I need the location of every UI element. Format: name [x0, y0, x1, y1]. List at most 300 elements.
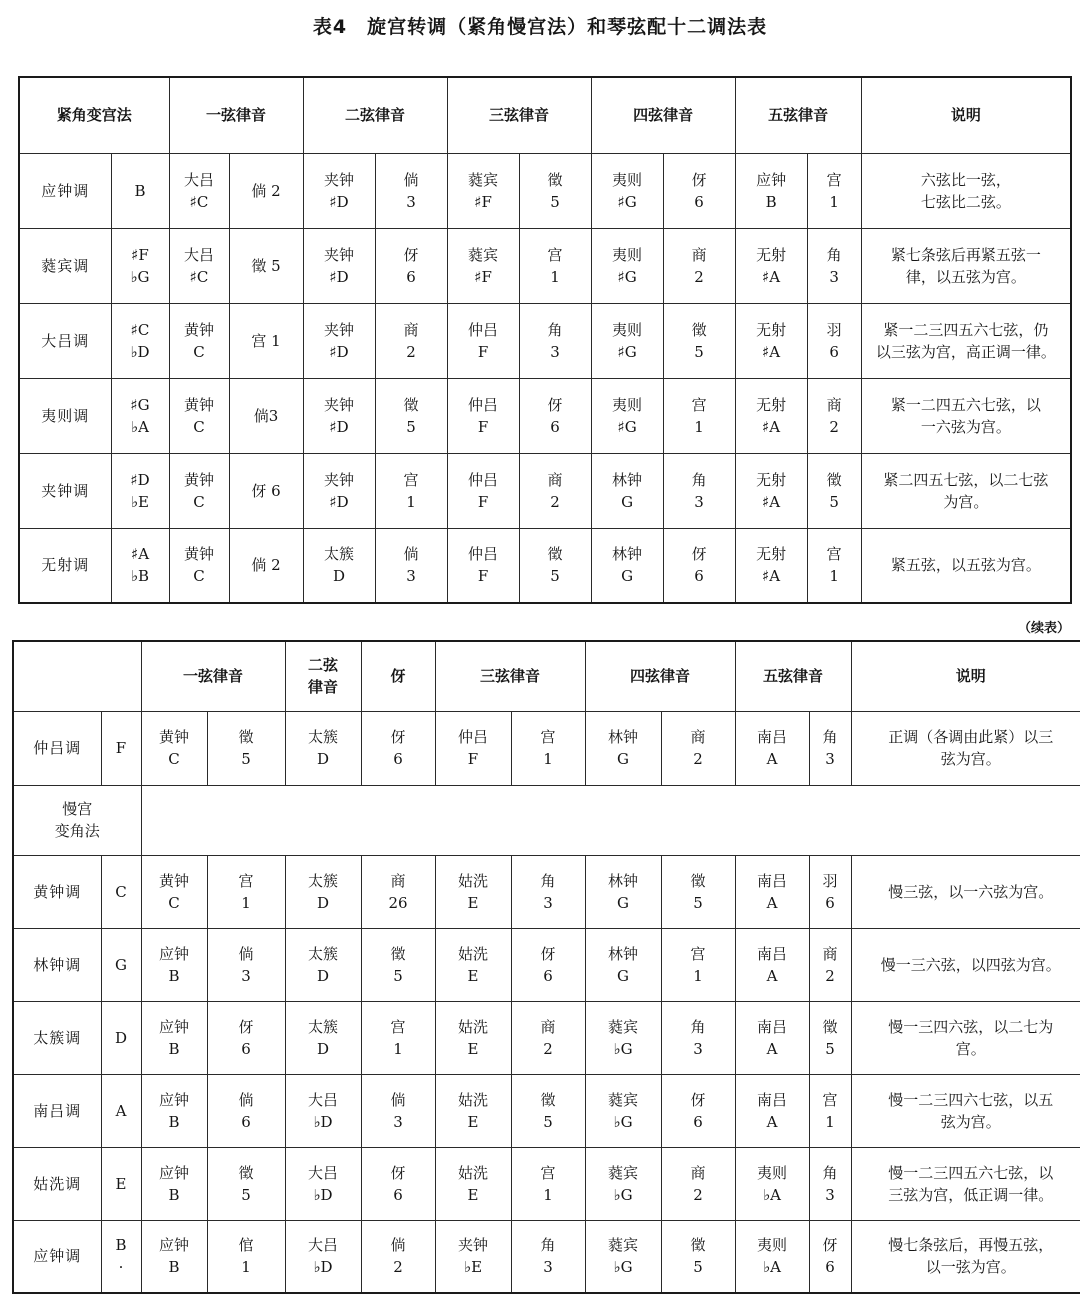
string-cell — [735, 711, 809, 785]
cell-line: 3 — [241, 966, 251, 985]
cell-line: 徵 — [403, 395, 419, 414]
explanation — [851, 711, 1080, 785]
cell-line: 2 — [543, 1039, 553, 1058]
string-cell — [519, 378, 591, 453]
cell-line: 5 — [550, 567, 560, 586]
cell-line: 蕤宾 — [608, 1090, 639, 1109]
string-cell — [303, 303, 375, 378]
string-cell — [207, 928, 285, 1001]
string-cell — [519, 153, 591, 228]
cell-line: 宫。 — [955, 1039, 986, 1058]
header-blank — [13, 641, 141, 711]
string-cell — [511, 928, 585, 1001]
cell-line: 南吕 — [757, 1017, 788, 1036]
cell-line: 6 — [694, 192, 704, 211]
cell-line: 5 — [550, 192, 560, 211]
cell-line: 2 — [825, 966, 835, 985]
string-cell — [285, 1147, 361, 1220]
string-cell — [361, 1001, 435, 1074]
cell-line: 羽 — [822, 871, 838, 890]
string-cell — [285, 1220, 361, 1293]
cell-line: 5 — [693, 1258, 703, 1277]
string-cell — [663, 528, 735, 603]
cell-line: 3 — [543, 893, 553, 912]
string-cell — [285, 1001, 361, 1074]
cell-line: 夹钟 — [324, 245, 355, 264]
cell-line: ♭D — [313, 1185, 333, 1204]
cell-line: ♯A — [762, 342, 781, 361]
cell-line: 角 — [822, 728, 838, 746]
cell-line: ♭E — [464, 1258, 483, 1277]
string-cell — [169, 453, 229, 528]
cell-line: 姑洗 — [458, 1017, 489, 1036]
cell-line: 夹钟 — [324, 395, 355, 414]
cell-line: 商 — [691, 245, 707, 264]
table-jin-jiao — [18, 76, 1072, 604]
cell-line: G — [621, 567, 634, 586]
string-cell — [169, 378, 229, 453]
string-cell — [447, 453, 519, 528]
string-cell — [519, 228, 591, 303]
string-cell — [661, 855, 735, 928]
string-cell — [141, 1074, 207, 1147]
string-cell — [735, 855, 809, 928]
string-cell — [229, 528, 303, 603]
string-cell — [807, 228, 861, 303]
cell-line: C — [168, 893, 180, 912]
string-cell — [807, 528, 861, 603]
cell-line: 倘 — [390, 1090, 406, 1109]
cell-line: 以一弦为宫。 — [925, 1258, 1016, 1277]
explanation — [861, 153, 1071, 228]
string-cell — [663, 153, 735, 228]
cell-line: 紧二四五七弦，以二七弦 — [883, 470, 1049, 489]
cell-line: 宫 — [822, 1090, 838, 1109]
string-cell — [511, 855, 585, 928]
cell-line: 仲吕 — [458, 728, 489, 746]
cell-line: 2 — [829, 417, 839, 436]
string-cell — [663, 303, 735, 378]
cell-line: 伢 — [822, 1236, 838, 1255]
cell-line: 6 — [829, 342, 839, 361]
cell-line: 徵 — [547, 170, 563, 189]
section-blank — [141, 785, 1080, 855]
cell-line: 姑洗 — [458, 1163, 489, 1182]
string-cell — [207, 1074, 285, 1147]
cell-line: A — [766, 750, 778, 768]
cell-line: 宫 — [690, 944, 706, 963]
cell-line: 太簇 — [308, 944, 339, 963]
string-cell — [519, 528, 591, 603]
cell-line: 5 — [693, 893, 703, 912]
cell-line: C — [193, 342, 205, 361]
cell-line: 徵 — [238, 1163, 254, 1182]
cell-line: 南吕 — [757, 871, 788, 890]
key-name: 黄钟调 — [13, 855, 101, 928]
string-cell — [585, 1220, 661, 1293]
cell-line: ♯G — [130, 395, 150, 414]
cell-line: 林钟 — [608, 871, 639, 890]
explanation — [851, 928, 1080, 1001]
cell-line: 应钟 — [158, 1163, 189, 1182]
key-note — [101, 1001, 141, 1074]
cell-line: B — [168, 966, 180, 985]
cell-line: 1 — [241, 1258, 251, 1277]
string-cell — [591, 378, 663, 453]
cell-line: ♯A — [762, 417, 781, 436]
string-cell — [735, 303, 807, 378]
cell-line: 林钟 — [608, 944, 639, 963]
string-cell — [207, 711, 285, 785]
cell-line: 南吕 — [757, 728, 788, 746]
string-cell — [303, 453, 375, 528]
cell-line: 一六弦为宫。 — [920, 417, 1011, 436]
explanation — [851, 1147, 1080, 1220]
cell-line: 应钟 — [158, 944, 189, 963]
cell-line: 慢宫 — [62, 800, 93, 818]
string-cell — [661, 1147, 735, 1220]
string-cell — [735, 1220, 809, 1293]
string-cell — [361, 1147, 435, 1220]
cell-line: ♯D — [329, 417, 349, 436]
cell-line: 6 — [550, 417, 560, 436]
cell-line: 宫 — [826, 170, 842, 189]
cell-line: 5 — [825, 1039, 835, 1058]
table-row — [13, 855, 1080, 928]
cell-line: 紧一二四五六七弦，以 — [890, 395, 1041, 414]
header-line: 律音 — [308, 678, 339, 697]
cell-line: 蕤宾 — [608, 1236, 639, 1255]
string-cell — [435, 1220, 511, 1293]
explanation — [851, 1074, 1080, 1147]
cell-line: 1 — [825, 1112, 835, 1131]
key-name: 南吕调 — [13, 1074, 101, 1147]
string-cell — [141, 1001, 207, 1074]
cell-line: 徵 — [822, 1017, 838, 1036]
cell-line: 伢 — [238, 1017, 254, 1036]
cell-line: 徵 — [690, 1236, 706, 1255]
key-note — [101, 1147, 141, 1220]
explanation — [861, 378, 1071, 453]
cell-line: 倘 — [403, 545, 419, 564]
cell-line: ♭E — [130, 492, 150, 511]
string-cell — [663, 453, 735, 528]
cell-line: ♭D — [130, 342, 150, 361]
cell-line: 5 — [241, 750, 251, 768]
string-cell — [375, 228, 447, 303]
cell-line: ♯C — [130, 320, 150, 339]
cell-line: 1 — [543, 1185, 553, 1204]
cell-line: 慢一二三四六七弦，以五 — [888, 1090, 1054, 1109]
string-cell — [511, 1147, 585, 1220]
string-cell — [435, 1147, 511, 1220]
cell-line: 律，以五弦为宫。 — [905, 267, 1026, 286]
cell-line: 倘 — [403, 170, 419, 189]
explanation — [861, 453, 1071, 528]
string-cell — [447, 528, 519, 603]
cell-line: 夷则 — [612, 395, 643, 414]
string-cell — [141, 1220, 207, 1293]
cell-line: 宫 — [547, 245, 563, 264]
header-cell: 三弦律音 — [447, 77, 591, 153]
cell-line: D — [317, 893, 330, 912]
cell-line: 黄钟 — [184, 320, 215, 339]
cell-line: 黄钟 — [158, 728, 189, 746]
cell-line: 宫 — [403, 470, 419, 489]
cell-line: 伢 6 — [251, 481, 281, 500]
cell-line: 商 — [822, 944, 838, 963]
header-row — [19, 77, 1071, 153]
string-cell — [735, 1074, 809, 1147]
string-cell — [435, 1074, 511, 1147]
string-cell — [361, 1220, 435, 1293]
cell-line: 角 — [690, 1017, 706, 1036]
table-man-gong — [12, 640, 1080, 1294]
cell-line: 正调（各调由此紧）以三 — [888, 728, 1054, 746]
table-row — [13, 1220, 1080, 1293]
cell-line: 1 — [241, 893, 251, 912]
cell-line: 太簇 — [308, 728, 339, 746]
key-name: 夷则调 — [19, 378, 111, 453]
section-row — [13, 785, 1080, 855]
cell-line: 应钟 — [158, 1090, 189, 1109]
string-cell — [735, 228, 807, 303]
string-cell — [585, 928, 661, 1001]
cell-line: ♭G — [613, 1185, 633, 1204]
string-cell — [169, 303, 229, 378]
cell-line: ♯D — [329, 192, 349, 211]
cell-line: 三弦为宫，低正调一律。 — [888, 1185, 1054, 1204]
cell-line: 1 — [543, 750, 553, 768]
string-cell — [511, 1001, 585, 1074]
cell-line: 3 — [694, 492, 704, 511]
cell-line: 羽 — [826, 320, 842, 339]
cell-line: 以三弦为宫，高正调一律。 — [875, 342, 1056, 361]
cell-line: 3 — [543, 1258, 553, 1277]
cell-line: 宫 1 — [251, 331, 281, 350]
key-name: 应钟调 — [19, 153, 111, 228]
string-cell — [809, 928, 851, 1001]
key-note — [111, 228, 169, 303]
cell-line: C — [115, 882, 127, 901]
string-cell — [735, 378, 807, 453]
cell-line: 徵 — [547, 545, 563, 564]
cell-line: 6 — [406, 267, 416, 286]
header-cell — [285, 641, 361, 711]
string-cell — [663, 378, 735, 453]
string-cell — [585, 1147, 661, 1220]
cell-line: 徵 — [690, 871, 706, 890]
cell-line: B — [134, 181, 146, 200]
cell-line: 无射 — [756, 470, 787, 489]
cell-line: 夷则 — [612, 245, 643, 264]
cell-line: 大吕 — [308, 1163, 339, 1182]
string-cell — [303, 228, 375, 303]
cell-line: 太簇 — [308, 871, 339, 890]
cell-line: 倌 — [238, 1236, 254, 1255]
header-cell: 说明 — [861, 77, 1071, 153]
string-cell — [807, 453, 861, 528]
cell-line: 角 — [822, 1163, 838, 1182]
cell-line: 六弦比一弦， — [920, 170, 1011, 189]
explanation — [851, 1220, 1080, 1293]
cell-line: 商 — [690, 1163, 706, 1182]
string-cell — [303, 153, 375, 228]
cell-line: 倘 2 — [251, 181, 281, 200]
cell-line: 1 — [694, 417, 704, 436]
cell-line: 为宫。 — [943, 492, 989, 511]
cell-line: 徵 — [238, 728, 254, 746]
string-cell — [447, 378, 519, 453]
cell-line: 大吕 — [308, 1090, 339, 1109]
header-cell: 说明 — [851, 641, 1080, 711]
cell-line: 夹钟 — [324, 170, 355, 189]
cell-line: 夹钟 — [458, 1236, 489, 1255]
string-cell — [141, 711, 207, 785]
cell-line: ♭G — [130, 267, 150, 286]
cell-line: 3 — [393, 1112, 403, 1131]
cell-line: A — [766, 1112, 778, 1131]
string-cell — [807, 378, 861, 453]
key-note — [111, 378, 169, 453]
string-cell — [375, 378, 447, 453]
string-cell — [809, 1074, 851, 1147]
cell-line: ♯A — [762, 492, 781, 511]
cell-line: 伢 — [547, 395, 563, 414]
cell-line: ♯F — [474, 267, 492, 286]
string-cell — [229, 153, 303, 228]
cell-line: G — [617, 893, 630, 912]
cell-line: 七弦比二弦。 — [920, 192, 1011, 211]
string-cell — [585, 1074, 661, 1147]
cell-line: 宫 — [390, 1017, 406, 1036]
cell-line: ♯D — [130, 470, 150, 489]
string-cell — [447, 303, 519, 378]
cell-line: 紧五弦，以五弦为宫。 — [890, 556, 1041, 575]
cell-line: D — [317, 966, 330, 985]
cell-line: 大吕 — [308, 1236, 339, 1255]
string-cell — [207, 855, 285, 928]
table-row — [19, 303, 1071, 378]
string-cell — [435, 855, 511, 928]
string-cell — [375, 153, 447, 228]
header-cell: 一弦律音 — [141, 641, 285, 711]
key-note — [111, 303, 169, 378]
cell-line: B — [168, 1185, 180, 1204]
cell-line: 无射 — [756, 545, 787, 564]
cell-line: 紧七条弦后再紧五弦一 — [890, 245, 1041, 264]
cell-line: 紧一二三四五六七弦，仍 — [883, 320, 1049, 339]
cell-line: 无射 — [756, 395, 787, 414]
key-note — [101, 855, 141, 928]
cell-line: 徵 — [540, 1090, 556, 1109]
cell-line: 蕤宾 — [608, 1017, 639, 1036]
cell-line: 慢三弦，以一六弦为宫。 — [888, 882, 1054, 901]
cell-line: 太簇 — [324, 545, 355, 564]
cell-line: D — [333, 567, 346, 586]
key-note — [111, 528, 169, 603]
string-cell — [735, 928, 809, 1001]
string-cell — [361, 711, 435, 785]
string-cell — [807, 303, 861, 378]
cell-line: 商 — [403, 320, 419, 339]
cell-line: 姑洗 — [458, 871, 489, 890]
cell-line: 角 — [547, 320, 563, 339]
string-cell — [735, 528, 807, 603]
key-note — [111, 453, 169, 528]
cell-line: 角 — [826, 245, 842, 264]
string-cell — [519, 303, 591, 378]
string-cell — [229, 378, 303, 453]
cell-line: 应钟 — [158, 1017, 189, 1036]
cell-line: 26 — [388, 893, 408, 912]
string-cell — [207, 1220, 285, 1293]
explanation — [851, 1001, 1080, 1074]
cell-line: 2 — [693, 1185, 703, 1204]
key-note — [101, 1220, 141, 1293]
cell-line: 3 — [406, 192, 416, 211]
cell-line: 蕤宾 — [468, 170, 499, 189]
string-cell — [661, 1074, 735, 1147]
string-cell — [375, 303, 447, 378]
string-cell — [229, 303, 303, 378]
cell-line: 林钟 — [608, 728, 639, 746]
cell-line: 徵 5 — [251, 256, 281, 275]
cell-line: 5 — [829, 492, 839, 511]
cell-line: ♯F — [474, 192, 492, 211]
cell-line: ♯G — [617, 417, 637, 436]
cell-line: 姑洗 — [458, 1090, 489, 1109]
string-cell — [511, 1074, 585, 1147]
cell-line: 太簇 — [308, 1017, 339, 1036]
cell-line: 宫 — [238, 871, 254, 890]
cell-line: ♭G — [613, 1112, 633, 1131]
cell-line: 6 — [241, 1039, 251, 1058]
string-cell — [661, 711, 735, 785]
cell-line: 6 — [825, 893, 835, 912]
cell-line: 2 — [550, 492, 560, 511]
cell-line: 倘 — [390, 1236, 406, 1255]
cell-line: 倘 2 — [251, 556, 281, 575]
cell-line: 无射 — [756, 320, 787, 339]
cell-line: 林钟 — [612, 470, 643, 489]
string-cell — [511, 1220, 585, 1293]
cell-line: F — [477, 342, 489, 361]
cell-line: 宫 — [540, 728, 556, 746]
string-cell — [141, 855, 207, 928]
cell-line: ♭D — [313, 1112, 333, 1131]
cell-line: B — [765, 192, 777, 211]
string-cell — [447, 228, 519, 303]
cell-line: G — [617, 750, 630, 768]
key-note — [111, 153, 169, 228]
cell-line: 南吕 — [757, 1090, 788, 1109]
explanation — [861, 303, 1071, 378]
cell-line: F — [477, 417, 489, 436]
cell-line: 1 — [829, 192, 839, 211]
table-row — [19, 528, 1071, 603]
cell-line: 6 — [543, 966, 553, 985]
cell-line: ♭A — [131, 417, 149, 436]
cell-line: G — [617, 966, 630, 985]
cell-line: 6 — [393, 1185, 403, 1204]
cell-line: B — [115, 1236, 127, 1255]
cell-line: ♯G — [617, 267, 637, 286]
cell-line: 商 — [390, 871, 406, 890]
cell-line: 3 — [406, 567, 416, 586]
cell-line: 角 — [691, 470, 707, 489]
cell-line: 徵 — [826, 470, 842, 489]
